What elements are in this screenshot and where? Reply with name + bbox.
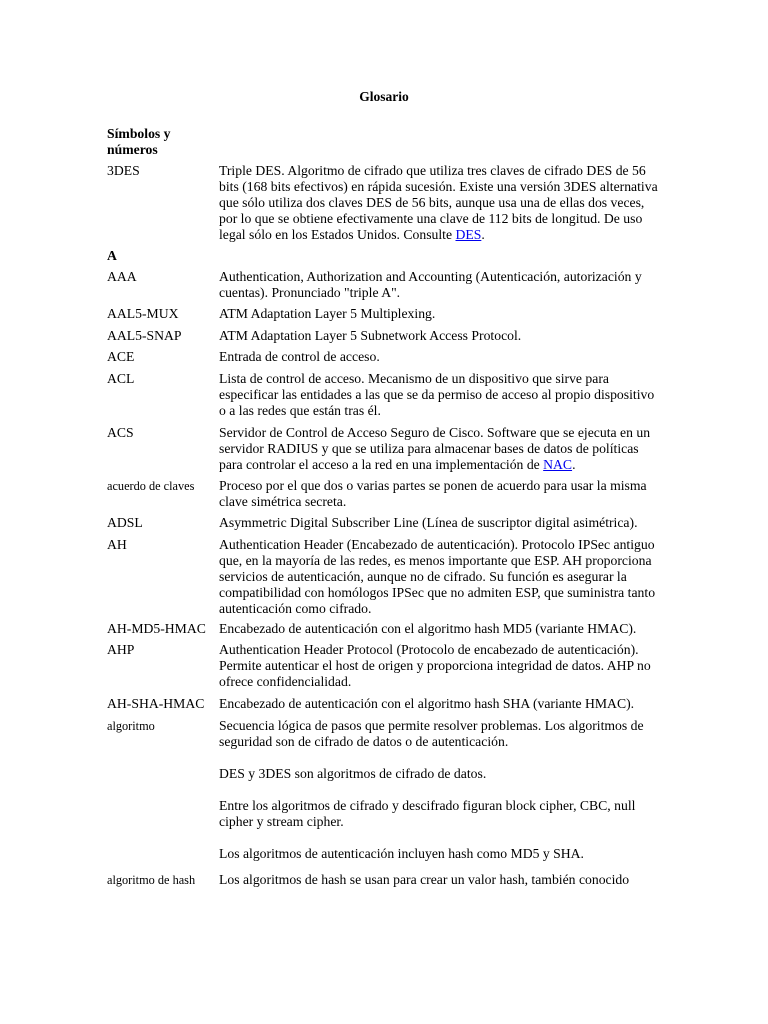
glossary-term: AHP [107, 642, 135, 657]
glossary-term: algoritmo [107, 719, 155, 733]
definition-text: que, en la mayoría de las redes, es menos importante que ESP. AH proporciona [219, 553, 652, 568]
glossary-term: AAL5-SNAP [107, 328, 182, 343]
definition-line [219, 195, 659, 211]
definition-text: ATM Adaptation Layer 5 Multiplexing. [219, 306, 436, 321]
definition-line [219, 387, 659, 403]
glossary-term: AAA [107, 269, 137, 284]
definition-line [219, 494, 659, 510]
definition-text: Encabezado de autenticación con el algoritmo hash MD5 (variante HMAC). [219, 621, 637, 636]
definition-line [219, 750, 659, 766]
glossary-definition [219, 371, 659, 419]
definition-text: clave simétrica secreta. [219, 494, 347, 509]
definition-line [219, 227, 659, 243]
definition-line [219, 269, 659, 285]
definition-text: Entrada de control de acceso. [219, 349, 380, 364]
definition-line [219, 718, 659, 734]
glossary-definition [219, 349, 659, 365]
definition-text: legal sólo en los Estados Unidos. Consulte [219, 227, 456, 242]
definition-line [219, 658, 659, 674]
glossary-term: AH-MD5-HMAC [107, 621, 206, 636]
definition-text: Authentication Header (Encabezado de autenticación). Protocolo IPSec antiguo [219, 537, 655, 552]
glossary-term: acuerdo de claves [107, 479, 195, 493]
glossary-term: algoritmo de hash [107, 873, 196, 887]
definition-line [219, 537, 659, 553]
definition-line [219, 441, 659, 457]
section-heading: A [107, 248, 117, 263]
definition-text: . [481, 227, 485, 242]
definition-line [219, 766, 659, 782]
definition-text: que sólo utiliza dos claves DES de 56 bits, aunque usa una de ellas dos veces, [219, 195, 645, 210]
definition-text: cuentas). Pronunciado "triple A". [219, 285, 401, 300]
definition-text: Permite autenticar el host de origen y proporciona integridad de datos. AHP no [219, 658, 651, 673]
glossary-definition [219, 269, 659, 301]
definition-line [219, 798, 659, 814]
definition-text: compatibilidad con homólogos IPSec que no admiten ESP, que suministra tanto [219, 585, 656, 600]
definition-text: ofrece confidencialidad. [219, 674, 352, 689]
definition-text: ATM Adaptation Layer 5 Subnetwork Access Protocol. [219, 328, 522, 343]
glossary-definition [219, 537, 659, 617]
definition-line [219, 515, 659, 531]
definition-line [219, 621, 659, 637]
definition-line [219, 846, 659, 862]
glossary-definition [219, 872, 659, 888]
definition-text: Authentication, Authorization and Accounting (Autenticación, autorización y [219, 269, 642, 284]
document-title: Glosario [359, 89, 409, 104]
glossary-term: ACE [107, 349, 135, 364]
glossary-definition [219, 306, 659, 322]
definition-line [219, 601, 659, 617]
glossary-term: ACS [107, 425, 134, 440]
definition-line [219, 872, 659, 888]
glossary-definition [219, 621, 659, 637]
glossary-crossref-link[interactable]: DES [455, 227, 482, 242]
section-heading: Símbolos y números [107, 126, 171, 157]
definition-text: Servidor de Control de Acceso Seguro de Cisco. Software que se ejecuta en un [219, 425, 651, 440]
definition-text: DES y 3DES son algoritmos de cifrado de datos. [219, 766, 487, 781]
definition-line [219, 478, 659, 494]
definition-line [219, 553, 659, 569]
definition-line [219, 830, 659, 846]
definition-text: Encabezado de autenticación con el algoritmo hash SHA (variante HMAC). [219, 696, 635, 711]
definition-text: Authentication Header Protocol (Protocolo de encabezado de autenticación). [219, 642, 639, 657]
glossary-crossref-link[interactable]: NAC [543, 457, 573, 472]
definition-line [219, 585, 659, 601]
definition-text: autenticación como cifrado. [219, 601, 372, 616]
glossary-definition [219, 696, 659, 712]
definition-line [219, 328, 659, 344]
definition-line [219, 674, 659, 690]
definition-line [219, 403, 659, 419]
definition-text: Los algoritmos de autenticación incluyen hash como MD5 y SHA. [219, 846, 584, 861]
definition-line [219, 696, 659, 712]
definition-text: Lista de control de acceso. Mecanismo de un dispositivo que sirve para [219, 371, 609, 386]
glossary-definition [219, 515, 659, 531]
definition-text: especificar las entidades a las que se da permiso de acceso al propio dispositivo [219, 387, 655, 402]
definition-line [219, 349, 659, 365]
definition-line [219, 814, 659, 830]
definition-text: para controlar el acceso a la red en una implementación de [219, 457, 544, 472]
definition-line [219, 285, 659, 301]
glossary-term: AH-SHA-HMAC [107, 696, 205, 711]
definition-text: Triple DES. Algoritmo de cifrado que utiliza tres claves de cifrado DES de 56 [219, 163, 646, 178]
definition-text: bits (168 bits efectivos) en rápida sucesión. Existe una versión 3DES alternativa [219, 179, 658, 194]
definition-line [219, 734, 659, 750]
glossary-term: AAL5-MUX [107, 306, 179, 321]
glossary-definition [219, 718, 659, 862]
glossary-term: AH [107, 537, 127, 552]
glossary-term: ACL [107, 371, 135, 386]
definition-line [219, 569, 659, 585]
definition-text: seguridad son de cifrado de datos o de autenticación. [219, 734, 509, 749]
glossary-definition [219, 425, 659, 473]
definition-text: Los algoritmos de hash se usan para crear un valor hash, también conocido [219, 872, 630, 887]
definition-line [219, 457, 659, 473]
definition-text: servidor RADIUS y que se utiliza para almacenar bases de datos de políticas [219, 441, 639, 456]
glossary-definition [219, 163, 659, 243]
definition-text: Entre los algoritmos de cifrado y descifrado figuran block cipher, CBC, null [219, 798, 636, 813]
glossary-definition [219, 642, 659, 690]
glossary-term: 3DES [107, 163, 140, 178]
glossary-term: ADSL [107, 515, 143, 530]
definition-line [219, 371, 659, 387]
definition-line [219, 306, 659, 322]
definition-text: servicios de autenticación, aunque no de cifrado. Su función es asegurar la [219, 569, 627, 584]
definition-text: o a las redes que están tras él. [219, 403, 381, 418]
definition-line [219, 211, 659, 227]
definition-text: Secuencia lógica de pasos que permite resolver problemas. Los algoritmos de [219, 718, 644, 733]
definition-line [219, 642, 659, 658]
glossary-definition [219, 328, 659, 344]
definition-text: Proceso por el que dos o varias partes se ponen de acuerdo para usar la misma [219, 478, 647, 493]
definition-line [219, 425, 659, 441]
definition-text: por lo que se obtiene efectivamente una clave de 112 bits de longitud. De uso [219, 211, 643, 226]
definition-line [219, 179, 659, 195]
definition-text: cipher y stream cipher. [219, 814, 344, 829]
definition-line [219, 163, 659, 179]
glossary-definition [219, 478, 659, 510]
definition-text: . [572, 457, 576, 472]
definition-line [219, 782, 659, 798]
definition-text: Asymmetric Digital Subscriber Line (Línea de suscriptor digital asimétrica). [219, 515, 638, 530]
